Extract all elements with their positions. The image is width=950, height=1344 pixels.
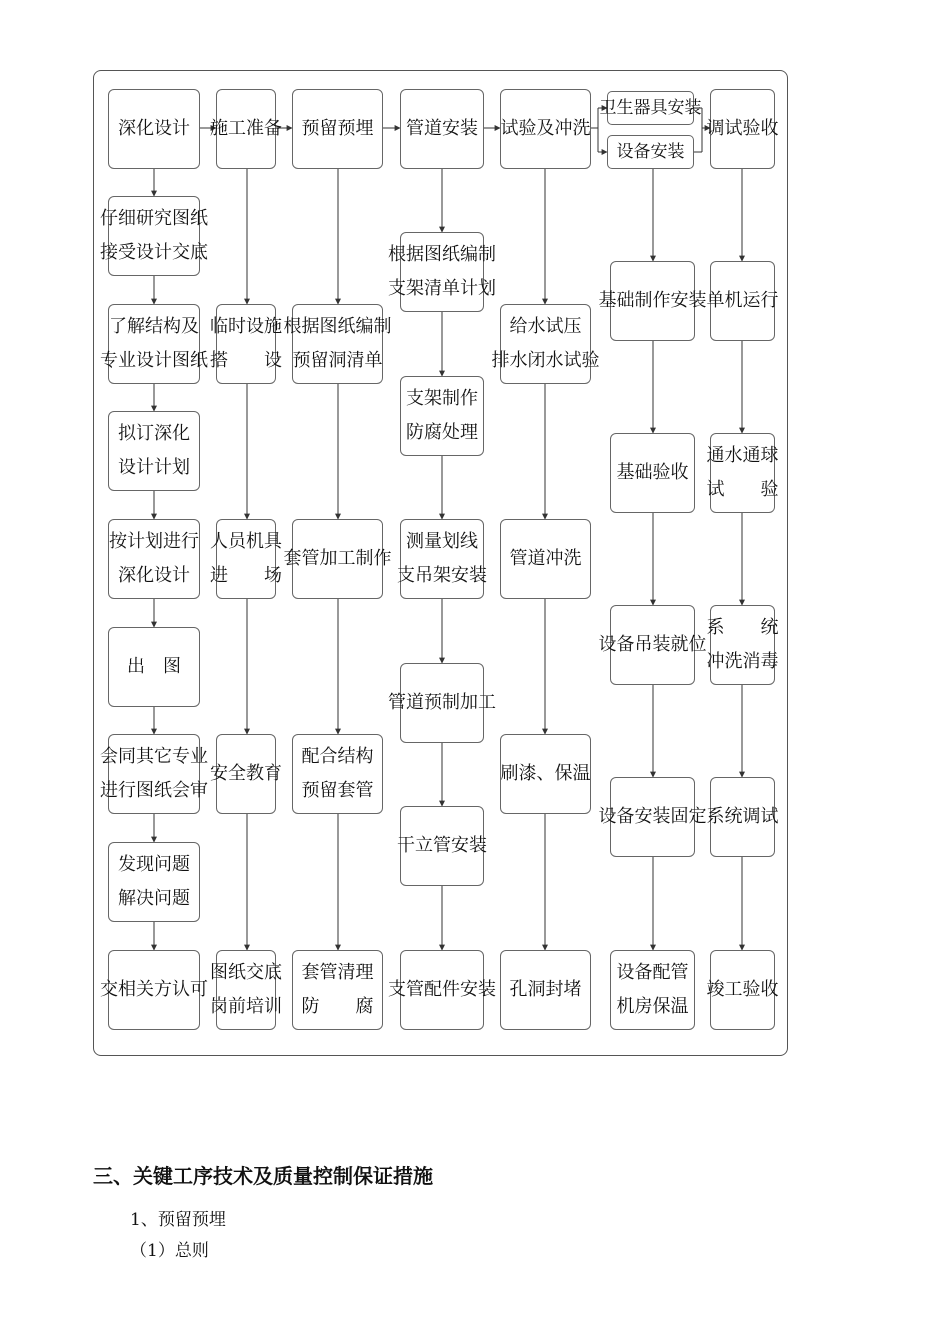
node-deepen-design: 按计划进行 深化设计 xyxy=(108,519,200,599)
node-foundation-acceptance: 基础验收 xyxy=(610,433,695,513)
node-sleeve-fabrication: 套管加工制作 xyxy=(292,519,383,599)
node-test-flush: 试验及冲洗 xyxy=(500,89,591,169)
node-pipe-installation: 管道安装 xyxy=(400,89,484,169)
node-issue-drawings: 出 图 xyxy=(108,627,200,707)
node-pressure-test: 给水试压 排水闭水试验 xyxy=(500,304,591,384)
node-equipment-piping: 设备配管 机房保温 xyxy=(610,950,695,1030)
node-draft-plan: 拟订深化 设计计划 xyxy=(108,411,200,491)
node-water-ball-test: 通水通球 试 验 xyxy=(710,433,775,513)
node-joint-review: 会同其它专业 进行图纸会审 xyxy=(108,734,200,814)
node-drawing-training: 图纸交底 岗前培训 xyxy=(216,950,276,1030)
node-hole-sealing: 孔洞封堵 xyxy=(500,950,591,1030)
node-hole-list: 根据图纸编制 预留洞清单 xyxy=(292,304,383,384)
node-temp-facilities: 临时设施 搭 设 xyxy=(216,304,276,384)
node-sleeve-reserve: 配合结构 预留套管 xyxy=(292,734,383,814)
subsection-item: （1）总则 xyxy=(130,1241,209,1261)
node-commissioning: 调试验收 xyxy=(710,89,775,169)
node-survey-hangers: 测量划线 支吊架安装 xyxy=(400,519,484,599)
node-staff-equipment: 人员机具 进 场 xyxy=(216,519,276,599)
node-branch-fittings: 支管配件安装 xyxy=(400,950,484,1030)
node-safety-education: 安全教育 xyxy=(216,734,276,814)
node-pipe-prefab: 管道预制加工 xyxy=(400,663,484,743)
node-paint-insulation: 刷漆、保温 xyxy=(500,734,591,814)
node-sleeve-cleaning: 套管清理 防 腐 xyxy=(292,950,383,1030)
node-system-debug: 系统调试 xyxy=(710,777,775,857)
node-study-drawings: 仔细研究图纸 接受设计交底 xyxy=(108,196,200,276)
node-single-run: 单机运行 xyxy=(710,261,775,341)
node-final-acceptance: 竣工验收 xyxy=(710,950,775,1030)
node-support-list: 根据图纸编制 支架清单计划 xyxy=(400,232,484,312)
node-equipment-install: 设备安装 xyxy=(607,135,694,169)
node-reserve-embed: 预留预埋 xyxy=(292,89,383,169)
node-system-flush: 系 统 冲洗消毒 xyxy=(710,605,775,685)
node-construction-prep: 施工准备 xyxy=(216,89,276,169)
node-support-fabrication: 支架制作 防腐处理 xyxy=(400,376,484,456)
node-foundation-making: 基础制作安装 xyxy=(610,261,695,341)
node-pipe-flushing: 管道冲洗 xyxy=(500,519,591,599)
node-understand-structure: 了解结构及 专业设计图纸 xyxy=(108,304,200,384)
node-riser-installation: 干立管安装 xyxy=(400,806,484,886)
section-heading: 三、关键工序技术及质量控制保证措施 xyxy=(93,1164,433,1188)
node-solve-problems: 发现问题 解决问题 xyxy=(108,842,200,922)
node-approval: 交相关方认可 xyxy=(108,950,200,1030)
node-shenhua-sheji: 深化设计 xyxy=(108,89,200,169)
node-equipment-fixing: 设备安装固定 xyxy=(610,777,695,857)
node-sanitary-fixtures: 卫生器具安装 xyxy=(607,91,694,125)
subsection-title: 1、预留预埋 xyxy=(130,1210,226,1230)
node-equipment-hoisting: 设备吊装就位 xyxy=(610,605,695,685)
